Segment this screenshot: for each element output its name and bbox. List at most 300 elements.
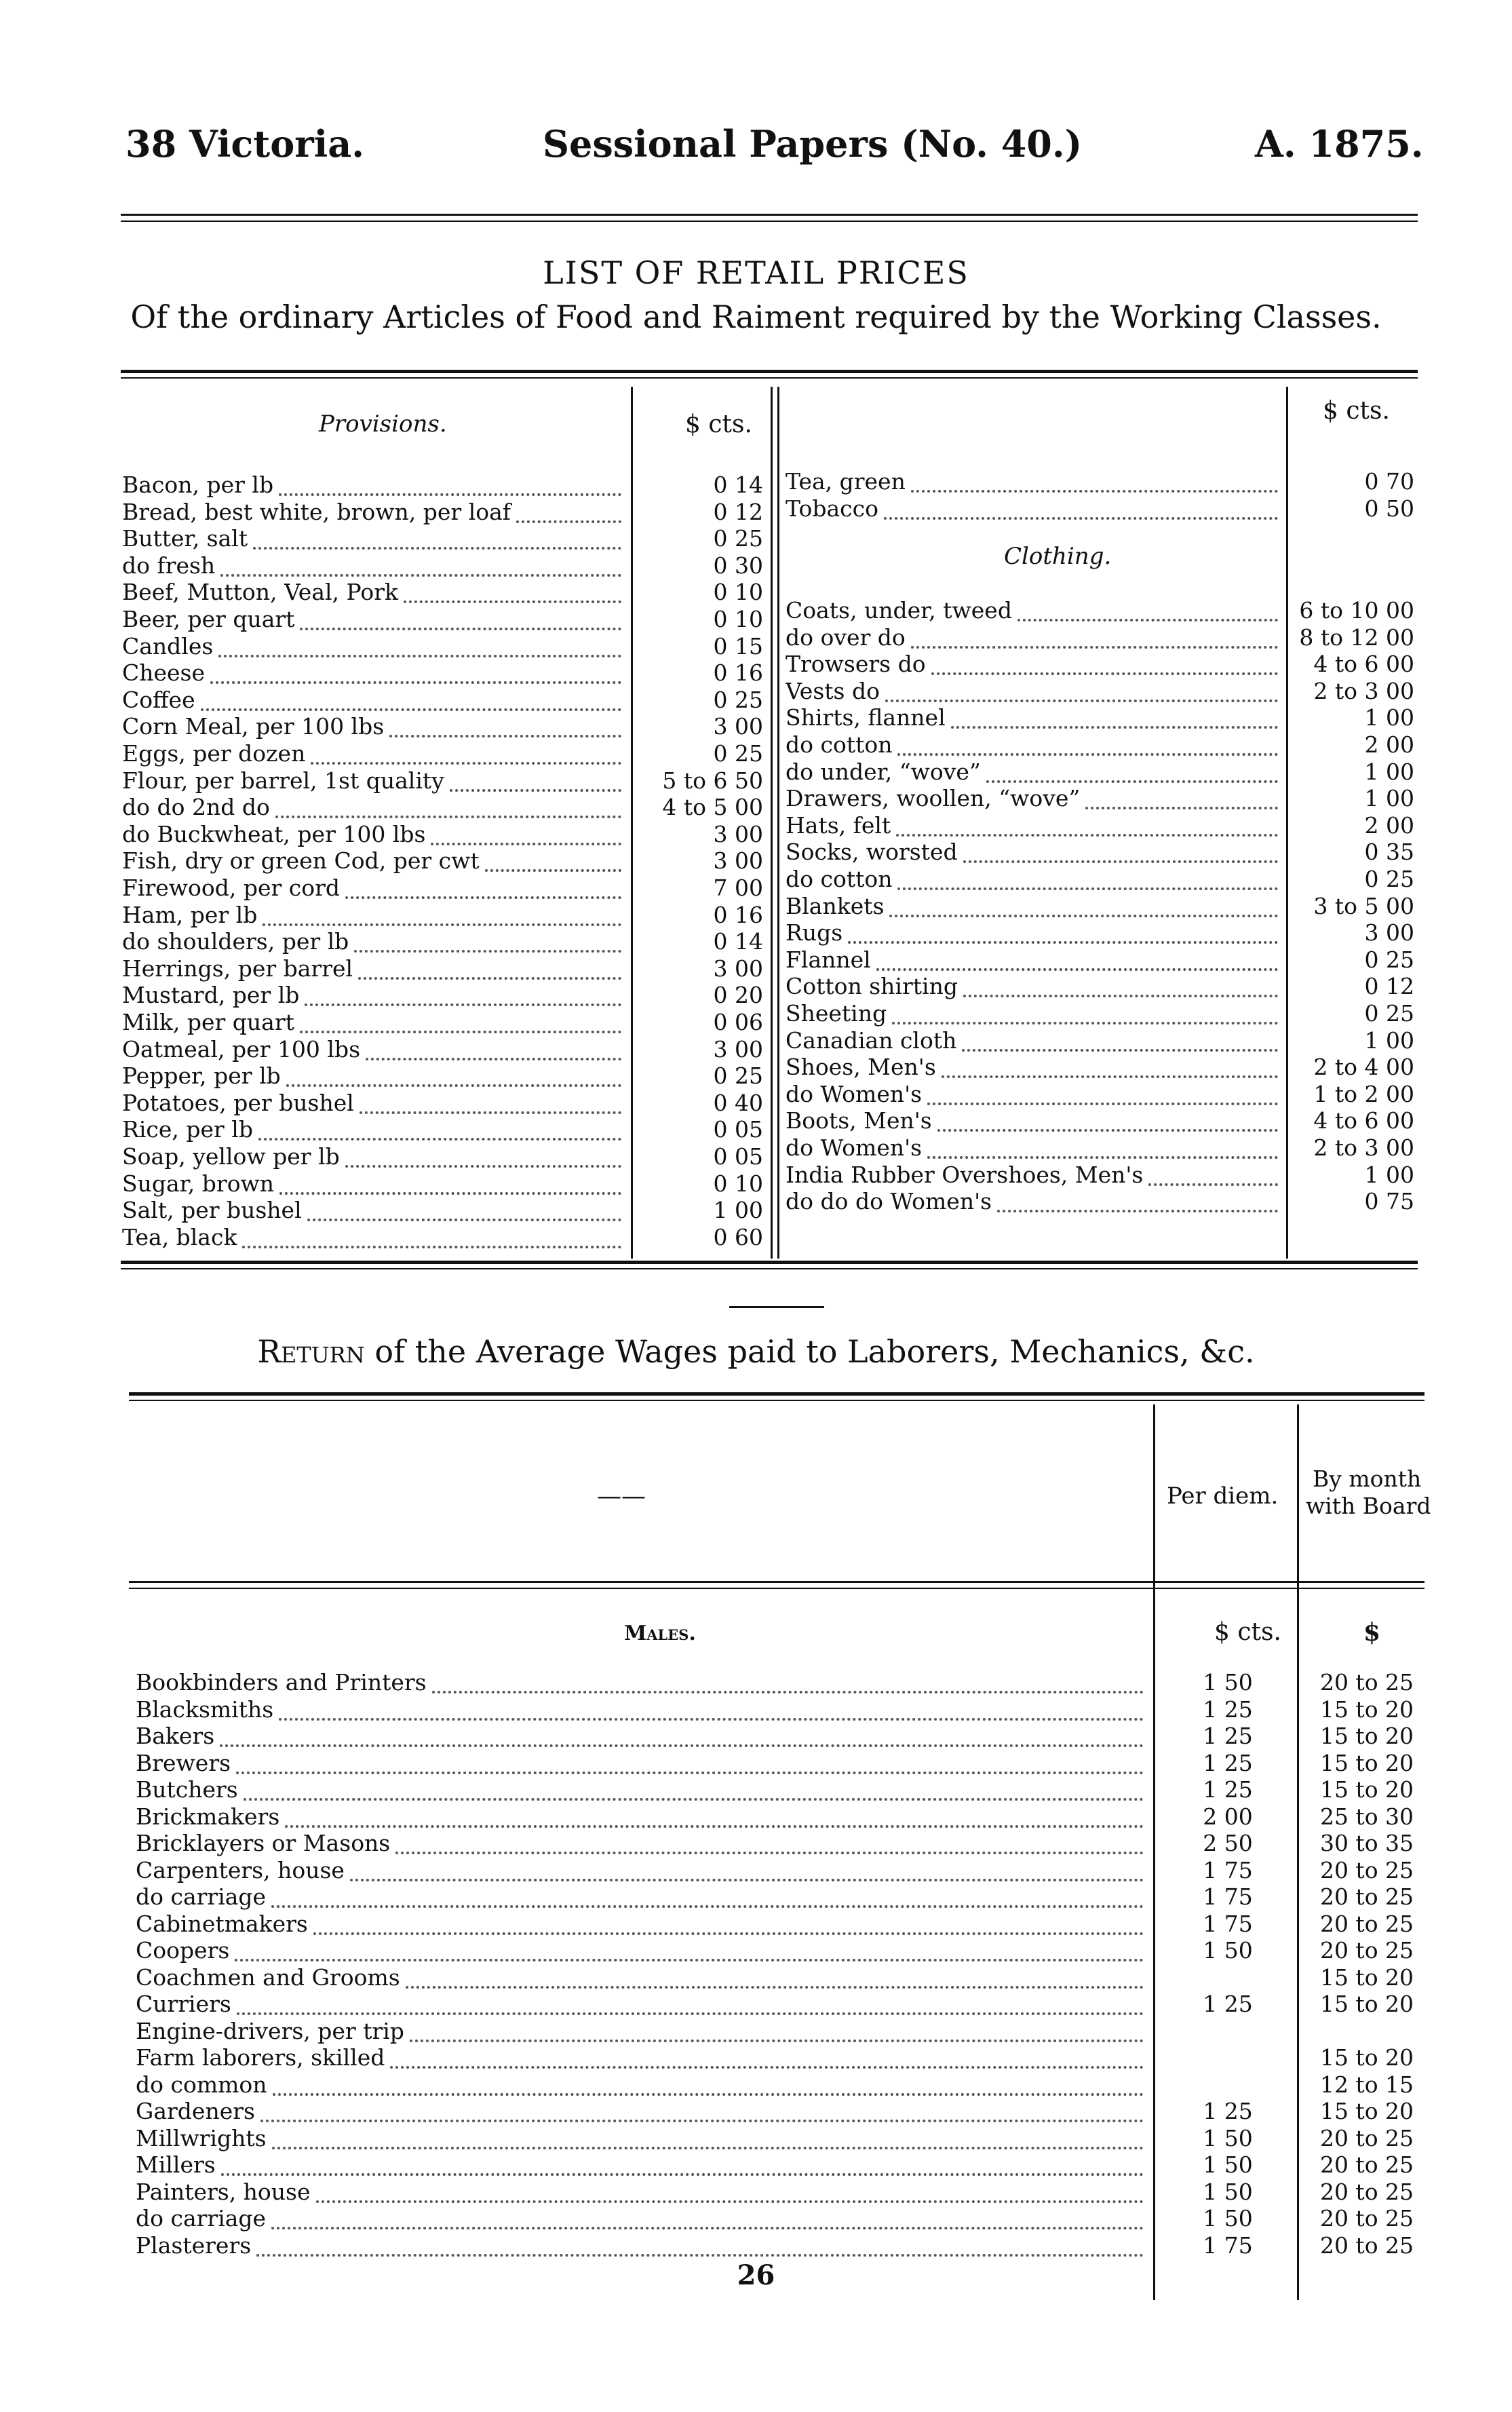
wage-row-leader xyxy=(279,1696,1144,1721)
provision-row xyxy=(122,1036,624,1063)
clothing-row xyxy=(786,866,1281,893)
clothing-row xyxy=(786,1107,1281,1134)
provision-row-leader xyxy=(201,687,621,711)
clothing-row xyxy=(786,651,1281,678)
price-row-label: Tea, green xyxy=(786,468,906,495)
wage-row-perdiem: 1 75 xyxy=(1203,1910,1253,1937)
provision-row xyxy=(122,955,624,982)
retail-divider-2 xyxy=(771,387,773,1259)
wage-row-month: 20 to 25 xyxy=(1319,1669,1414,1696)
provision-row xyxy=(122,847,624,875)
clothing-row-label: Hats, felt xyxy=(786,811,891,839)
provision-row xyxy=(122,928,624,955)
clothing-row-value: 2 to 3 00 xyxy=(1313,677,1414,704)
wages-col-month-line1: By month xyxy=(1313,1466,1422,1492)
wage-row-label: Plasterers xyxy=(136,2232,252,2259)
provision-row xyxy=(122,1116,624,1143)
provision-row xyxy=(122,552,624,579)
wage-row-label: Gardeners xyxy=(136,2098,255,2124)
wage-row-month: 15 to 20 xyxy=(1319,1964,1414,1991)
price-row xyxy=(786,468,1281,495)
clothing-row-leader xyxy=(876,946,1278,971)
clothing-row xyxy=(786,1081,1281,1108)
provision-row-label: Coffee xyxy=(122,686,195,713)
wage-row-month: 20 to 25 xyxy=(1319,1910,1414,1937)
wage-row-perdiem: 1 25 xyxy=(1203,1991,1253,2017)
provision-row-leader xyxy=(279,1170,621,1195)
header-rule-thin xyxy=(121,221,1418,222)
wage-row-month: 20 to 25 xyxy=(1319,1937,1414,1964)
clothing-row-value: 1 00 xyxy=(1364,704,1414,731)
provision-row-label: Bacon, per lb xyxy=(122,472,274,498)
wage-row-leader xyxy=(271,2205,1144,2229)
wage-row-month: 20 to 25 xyxy=(1319,2178,1414,2205)
provision-row-label: Milk, per quart xyxy=(122,1009,294,1035)
wage-row-leader xyxy=(272,2125,1144,2149)
wage-row-label: Carpenters, house xyxy=(136,1856,345,1883)
clothing-row xyxy=(786,731,1281,759)
clothing-row-leader xyxy=(889,893,1278,917)
wage-row-leader xyxy=(260,2098,1144,2122)
provision-row xyxy=(122,902,624,929)
provision-row-value: 0 25 xyxy=(713,525,763,552)
provision-row-value: 0 12 xyxy=(713,498,763,525)
clothing-row-leader xyxy=(885,678,1278,702)
provision-row xyxy=(122,1170,624,1198)
wage-row-label: Blacksmiths xyxy=(136,1696,274,1723)
price-row-label: Tobacco xyxy=(786,495,878,522)
provision-row-label: Sugar, brown xyxy=(122,1170,275,1197)
clothing-row-label: India Rubber Overshoes, Men's xyxy=(786,1161,1144,1188)
clothing-row-value: 2 to 4 00 xyxy=(1313,1054,1414,1081)
provision-row-label: do shoulders, per lb xyxy=(122,928,349,955)
provision-row-leader xyxy=(345,875,621,899)
wage-row xyxy=(136,2018,1146,2045)
provision-row xyxy=(122,1197,624,1224)
wage-row-month: 15 to 20 xyxy=(1319,1991,1414,2017)
provision-row-label: do do 2nd do xyxy=(122,794,270,821)
wage-row-month: 20 to 25 xyxy=(1319,2205,1414,2232)
provision-row-label: Cheese xyxy=(122,659,206,687)
provision-row xyxy=(122,579,624,606)
wages-col-month xyxy=(1306,1466,1431,1520)
page-number: 26 xyxy=(737,2259,775,2291)
clothing-row-leader xyxy=(931,651,1278,675)
wages-header-rule-thin xyxy=(129,1588,1424,1589)
wage-row-leader xyxy=(244,1776,1144,1801)
provision-row-value: 0 14 xyxy=(713,928,763,955)
provision-row-value: 0 14 xyxy=(713,472,763,498)
provision-row-leader xyxy=(485,847,621,872)
wage-row-month xyxy=(1306,2018,1428,2045)
wage-row-leader xyxy=(410,2018,1144,2042)
provision-row-leader xyxy=(516,499,621,523)
wage-row-month: 30 to 35 xyxy=(1319,1830,1414,1856)
clothing-row xyxy=(786,759,1281,786)
wage-row-leader xyxy=(432,1669,1144,1693)
provision-row-value: 0 05 xyxy=(713,1116,763,1143)
wage-row-month: 15 to 20 xyxy=(1319,1776,1414,1803)
provision-row-leader xyxy=(366,1036,621,1060)
provision-row xyxy=(122,875,624,902)
clothing-row-value: 4 to 6 00 xyxy=(1313,1107,1414,1134)
wage-row-month: 15 to 20 xyxy=(1319,1696,1414,1723)
wage-row-perdiem: 1 75 xyxy=(1203,2232,1253,2259)
clothing-row-leader xyxy=(927,1081,1278,1105)
clothing-row xyxy=(786,1000,1281,1027)
clothing-row-label: do cotton xyxy=(786,731,893,758)
provision-row-value: 0 20 xyxy=(713,982,763,1009)
wage-row-label: Bookbinders and Printers xyxy=(136,1669,427,1696)
wage-row-label: do carriage xyxy=(136,1883,267,1910)
wage-row xyxy=(136,1776,1146,1803)
wage-row-perdiem: 2 50 xyxy=(1203,1830,1253,1856)
section-separator xyxy=(729,1306,824,1308)
wage-row-perdiem: 2 00 xyxy=(1203,1803,1253,1830)
provision-row xyxy=(122,499,624,526)
provision-row-value: 0 16 xyxy=(713,901,763,928)
clothing-row-label: do do do Women's xyxy=(786,1188,992,1215)
wages-unit-perdiem: $ cts. xyxy=(1214,1618,1281,1646)
wage-row-label: Painters, house xyxy=(136,2178,311,2205)
provision-row-label: Tea, black xyxy=(122,1223,237,1250)
provision-row-value: 0 10 xyxy=(713,579,763,606)
wage-row-month: 20 to 25 xyxy=(1319,1856,1414,1883)
wage-row-label: Millers xyxy=(136,2151,216,2178)
clothing-row-value: 1 to 2 00 xyxy=(1313,1080,1414,1107)
provision-row-value: 0 25 xyxy=(713,1063,763,1090)
clothing-row-label: do over do xyxy=(786,624,906,651)
price-row-leader xyxy=(911,468,1278,493)
provision-row-leader xyxy=(354,928,621,953)
clothing-row-leader xyxy=(896,812,1278,837)
provision-row-value: 0 30 xyxy=(713,552,763,579)
wage-row-leader xyxy=(236,1750,1144,1774)
provision-row xyxy=(122,740,624,767)
clothing-row-label: Canadian cloth xyxy=(786,1027,957,1054)
price-row-value: 0 50 xyxy=(1364,495,1414,522)
clothing-row xyxy=(786,1027,1281,1054)
wage-row-leader xyxy=(221,2151,1144,2176)
clothing-row-value: 4 to 6 00 xyxy=(1313,651,1414,678)
clothing-row-value: 2 00 xyxy=(1364,811,1414,839)
clothing-row xyxy=(786,1134,1281,1162)
clothing-row-leader xyxy=(1148,1162,1278,1186)
wage-row xyxy=(136,1991,1146,2018)
clothing-row-leader xyxy=(897,731,1278,756)
wage-row-perdiem xyxy=(1163,2071,1292,2099)
clothing-row-leader xyxy=(848,919,1278,944)
wage-row xyxy=(136,2232,1146,2259)
provision-row-value: 0 10 xyxy=(713,606,763,632)
wage-row-month: 12 to 15 xyxy=(1319,2071,1414,2098)
clothing-row-leader xyxy=(911,624,1278,649)
retail-divider-3 xyxy=(777,387,779,1259)
provision-row-label: Butter, salt xyxy=(122,525,248,552)
wage-row-perdiem: 1 75 xyxy=(1203,1883,1253,1910)
provision-row-label: Ham, per lb xyxy=(122,901,258,928)
wage-row xyxy=(136,2071,1146,2099)
clothing-row-label: Shirts, flannel xyxy=(786,704,946,731)
wage-row-month: 25 to 30 xyxy=(1319,1803,1414,1830)
provision-row-value: 4 to 5 00 xyxy=(662,794,763,821)
header-right: A. 1875. xyxy=(1255,122,1424,166)
provision-row xyxy=(122,1009,624,1036)
clothing-row xyxy=(786,812,1281,839)
provision-row xyxy=(122,1224,624,1251)
provision-row-leader xyxy=(218,633,621,657)
provision-row-value: 0 10 xyxy=(713,1170,763,1197)
clothing-row-leader xyxy=(963,973,1278,997)
provision-row-leader xyxy=(242,1224,621,1248)
wages-title-lead: Return xyxy=(257,1333,365,1370)
clothing-row-label: Vests do xyxy=(786,677,880,704)
wage-row xyxy=(136,2179,1146,2206)
clothing-row-value: 0 25 xyxy=(1364,866,1414,892)
wage-row-leader xyxy=(285,1803,1144,1828)
clothing-row xyxy=(786,973,1281,1000)
wage-row-leader xyxy=(273,2071,1144,2096)
retail-divider-4 xyxy=(1286,387,1288,1259)
wage-row-label: Millwrights xyxy=(136,2124,267,2151)
wages-top-rule-thin xyxy=(129,1400,1424,1401)
wage-row-perdiem: 1 25 xyxy=(1203,1776,1253,1803)
provision-row-label: Corn Meal, per 100 lbs xyxy=(122,713,385,740)
provision-row-leader xyxy=(300,606,621,630)
provision-row xyxy=(122,633,624,660)
wage-row-label: Butchers xyxy=(136,1776,238,1803)
provision-row-value: 0 60 xyxy=(713,1223,763,1250)
wage-row xyxy=(136,2044,1146,2071)
wage-row-label: Coopers xyxy=(136,1937,230,1964)
clothing-row-leader xyxy=(962,1027,1278,1052)
provision-row-leader xyxy=(305,982,621,1006)
wages-header-rule xyxy=(129,1581,1424,1583)
wage-row-label: do carriage xyxy=(136,2205,267,2232)
wage-row-label: Bakers xyxy=(136,1723,215,1749)
wage-row xyxy=(136,1696,1146,1723)
wage-row xyxy=(136,2098,1146,2125)
clothing-row-label: Cotton shirting xyxy=(786,973,958,1000)
wage-row-leader xyxy=(395,1830,1144,1854)
clothing-row-leader xyxy=(951,704,1278,729)
provision-row xyxy=(122,982,624,1009)
wages-top-rule xyxy=(129,1392,1424,1396)
clothing-row-value: 1 00 xyxy=(1364,1161,1414,1188)
wage-row-perdiem: 1 50 xyxy=(1203,1937,1253,1964)
retail-title: LIST OF RETAIL PRICES xyxy=(543,254,969,291)
provisions-currency: $ cts. xyxy=(685,410,752,438)
provision-row xyxy=(122,794,624,821)
wage-row xyxy=(136,1964,1146,1991)
provision-row-label: Salt, per bushel xyxy=(122,1197,302,1224)
retail-bottom-rule xyxy=(121,1261,1418,1264)
clothing-row-value: 6 to 10 00 xyxy=(1299,597,1414,624)
wage-row-label: Coachmen and Grooms xyxy=(136,1964,400,1991)
provision-row-value: 3 00 xyxy=(713,955,763,982)
clothing-row-leader xyxy=(1017,597,1278,621)
provision-row-value: 1 00 xyxy=(713,1197,763,1224)
provision-row-label: do Buckwheat, per 100 lbs xyxy=(122,820,426,847)
wage-row-leader xyxy=(256,2232,1144,2257)
wage-row-month: 15 to 20 xyxy=(1319,2098,1414,2124)
clothing-row-value: 3 to 5 00 xyxy=(1313,892,1414,919)
clothing-row-value: 0 12 xyxy=(1364,973,1414,1000)
clothing-row-leader xyxy=(892,1000,1278,1025)
wage-row xyxy=(136,1883,1146,1911)
clothing-row-label: Shoes, Men's xyxy=(786,1054,936,1081)
provision-row-leader xyxy=(311,740,621,765)
provision-row-label: Firewood, per cord xyxy=(122,875,341,901)
clothing-row xyxy=(786,1162,1281,1189)
clothing-row xyxy=(786,704,1281,731)
wage-row xyxy=(136,1857,1146,1884)
provision-row-leader xyxy=(404,579,621,603)
wage-row-leader xyxy=(271,1883,1144,1908)
clothing-row-label: do Women's xyxy=(786,1080,923,1107)
provision-row-label: Beer, per quart xyxy=(122,606,295,632)
clothing-row-value: 1 00 xyxy=(1364,758,1414,785)
clothing-row xyxy=(786,919,1281,946)
header-left: 38 Victoria. xyxy=(125,122,365,166)
provision-row xyxy=(122,659,624,687)
wage-row-perdiem xyxy=(1163,2044,1292,2071)
wage-row xyxy=(136,1937,1146,1964)
clothing-row-label: Rugs xyxy=(786,919,843,946)
wage-row-label: Curriers xyxy=(136,1991,231,2017)
provision-row xyxy=(122,767,624,795)
wage-row-perdiem: 1 50 xyxy=(1203,2178,1253,2205)
wage-row-perdiem: 1 50 xyxy=(1203,2124,1253,2151)
provision-row-leader xyxy=(263,902,621,926)
provision-row-leader xyxy=(258,1116,621,1141)
wage-row-perdiem xyxy=(1163,1964,1292,1991)
wage-row-leader xyxy=(237,1991,1144,2015)
wages-divider-2 xyxy=(1297,1404,1299,2300)
clothing-row-label: Drawers, woollen, “wove” xyxy=(786,785,1081,812)
provision-row-leader xyxy=(210,659,621,684)
wage-row-perdiem: 1 25 xyxy=(1203,1696,1253,1723)
provision-row-value: 3 00 xyxy=(713,713,763,740)
clothing-row-label: do under, “wove” xyxy=(786,758,981,785)
retail-bottom-rule-thin xyxy=(121,1268,1418,1269)
provision-row-label: Beef, Mutton, Veal, Pork xyxy=(122,579,399,606)
clothing-row-value: 0 75 xyxy=(1364,1188,1414,1215)
provision-row-leader xyxy=(286,1063,621,1087)
wage-row-leader xyxy=(313,1911,1144,1935)
wage-row-month: 15 to 20 xyxy=(1319,2044,1414,2071)
wage-row-perdiem: 1 50 xyxy=(1203,2205,1253,2232)
provision-row-label: Herrings, per barrel xyxy=(122,955,353,982)
provision-row-value: 0 16 xyxy=(713,659,763,687)
clothing-row-label: Trowsers do xyxy=(786,651,926,678)
wage-row-perdiem: 1 50 xyxy=(1203,2151,1253,2178)
provision-row-leader xyxy=(220,552,621,577)
clothing-row-value: 0 25 xyxy=(1364,946,1414,973)
clothing-row-leader xyxy=(942,1054,1278,1078)
provision-row-value: 0 25 xyxy=(713,740,763,767)
clothing-row-label: Coats, under, tweed xyxy=(786,597,1012,624)
wage-row-perdiem: 1 25 xyxy=(1203,2098,1253,2124)
wage-row xyxy=(136,1911,1146,1938)
clothing-row-value: 0 35 xyxy=(1364,839,1414,866)
provision-row-value: 7 00 xyxy=(713,875,763,901)
clothing-row-value: 1 00 xyxy=(1364,1027,1414,1054)
provision-row xyxy=(122,1063,624,1090)
provision-row-value: 5 to 6 50 xyxy=(662,767,763,794)
wage-row-perdiem: 1 75 xyxy=(1203,1856,1253,1883)
clothing-row-label: do Women's xyxy=(786,1134,923,1161)
wage-row xyxy=(136,1750,1146,1777)
clothing-row-leader xyxy=(1085,785,1278,809)
provision-row-label: do fresh xyxy=(122,552,216,579)
provision-row-value: 0 06 xyxy=(713,1009,763,1035)
wages-unit-month: $ xyxy=(1363,1618,1381,1647)
provision-row-value: 0 25 xyxy=(713,686,763,713)
clothing-row-label: Boots, Men's xyxy=(786,1107,932,1134)
clothing-row-label: Socks, worsted xyxy=(786,839,958,866)
wage-row-leader xyxy=(316,2179,1144,2203)
provision-row-leader xyxy=(450,767,621,792)
provision-row-leader xyxy=(253,525,621,550)
provision-row-value: 0 15 xyxy=(713,632,763,659)
clothing-row xyxy=(786,597,1281,624)
wage-row-label: Engine-drivers, per trip xyxy=(136,2017,404,2044)
provision-row-value: 0 05 xyxy=(713,1143,763,1170)
provision-row-value: 3 00 xyxy=(713,820,763,847)
provisions-heading: Provisions. xyxy=(319,410,447,438)
provision-row-label: Pepper, per lb xyxy=(122,1063,281,1090)
retail-subtitle: Of the ordinary Articles of Food and Raiment required by the Working Classes. xyxy=(130,299,1382,335)
wage-row-label: Cabinetmakers xyxy=(136,1910,308,1937)
clothing-heading: Clothing. xyxy=(1004,543,1112,570)
wage-row xyxy=(136,1669,1146,1696)
clothing-row-value: 8 to 12 00 xyxy=(1299,624,1414,651)
price-row xyxy=(786,495,1281,522)
retail-divider-1 xyxy=(631,387,633,1259)
provision-row-label: Oatmeal, per 100 lbs xyxy=(122,1035,361,1063)
provision-row-label: Mustard, per lb xyxy=(122,982,300,1009)
clothing-row-leader xyxy=(897,866,1278,890)
wage-row-month: 20 to 25 xyxy=(1319,2124,1414,2151)
clothing-row xyxy=(786,1054,1281,1081)
provision-row-label: Potatoes, per bushel xyxy=(122,1089,354,1116)
provision-row-label: Fish, dry or green Cod, per cwt xyxy=(122,847,480,875)
provision-row xyxy=(122,1143,624,1170)
wage-row-label: Brickmakers xyxy=(136,1803,280,1830)
provision-row-value: 3 00 xyxy=(713,847,763,875)
provision-row-label: Bread, best white, brown, per loaf xyxy=(122,498,511,525)
provision-row-value: 0 40 xyxy=(713,1089,763,1116)
provision-row-label: Eggs, per dozen xyxy=(122,740,306,767)
wages-col-month-line2: with Board xyxy=(1306,1493,1431,1519)
header-rule xyxy=(121,214,1418,216)
clothing-row xyxy=(786,785,1281,812)
provision-row xyxy=(122,1090,624,1117)
wage-row-leader xyxy=(220,1723,1144,1747)
clothing-row-value: 0 25 xyxy=(1364,1000,1414,1027)
clothing-row xyxy=(786,839,1281,866)
wage-row xyxy=(136,2125,1146,2152)
clothing-row-leader xyxy=(927,1134,1278,1159)
provision-row-leader xyxy=(431,821,621,845)
wage-row-perdiem: 1 50 xyxy=(1203,1669,1253,1696)
provision-row-label: Rice, per lb xyxy=(122,1116,253,1143)
wage-row xyxy=(136,1830,1146,1857)
provision-row-label: Flour, per barrel, 1st quality xyxy=(122,767,444,794)
provision-row xyxy=(122,606,624,633)
wage-row-leader xyxy=(350,1857,1144,1881)
